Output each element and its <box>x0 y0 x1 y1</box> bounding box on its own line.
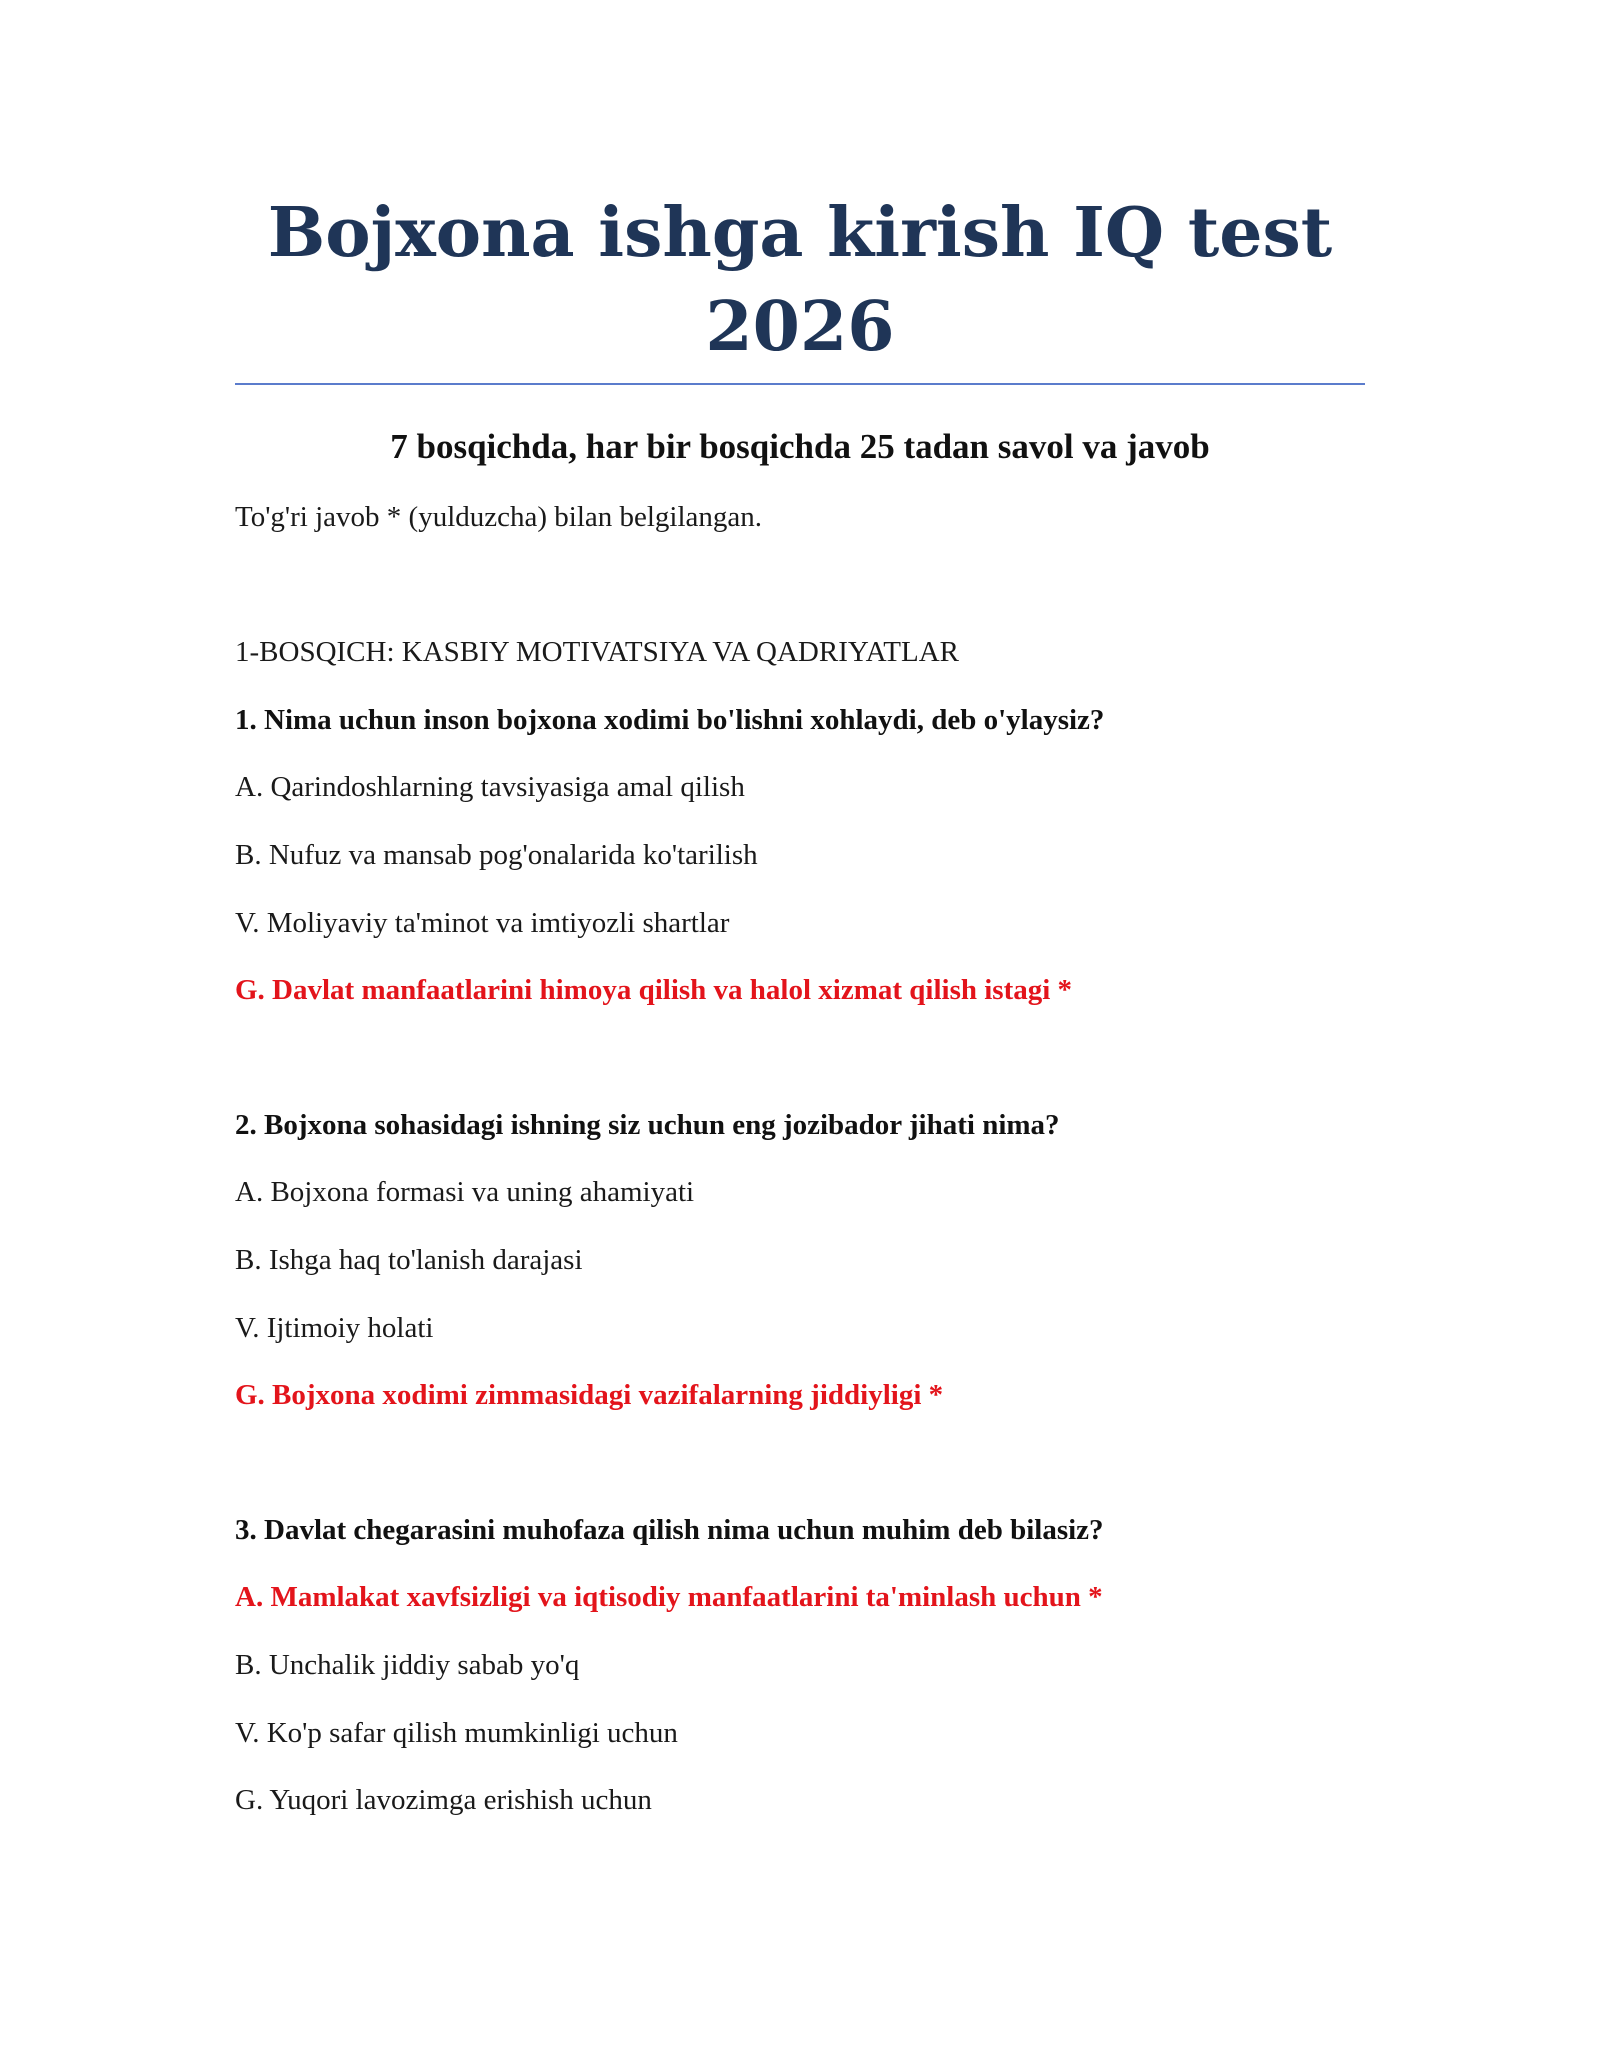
question-1-option-g-correct: G. Davlat manfaatlarini himoya qilish va halol xizmat qilish istagi * <box>235 974 1073 1006</box>
question-1-option-v: V. Moliyaviy ta'minot va imtiyozli shartlar <box>235 907 730 939</box>
question-2-option-b: B. Ishga haq to'lanish darajasi <box>235 1244 583 1276</box>
subtitle: 7 bosqichda, har bir bosqichda 25 tadan savol va javob <box>390 427 1210 466</box>
question-2-option-g-correct: G. Bojxona xodimi zimmasidagi vazifalarning jiddiyligi * <box>235 1379 944 1411</box>
question-3-option-b: B. Unchalik jiddiy sabab yo'q <box>235 1649 580 1681</box>
title-line-2: 2026 <box>705 287 895 367</box>
question-2-option-a: A. Bojxona formasi va uning ahamiyati <box>235 1176 695 1208</box>
question-2: 2. Bojxona sohasidagi ishning siz uchun eng jozibador jihati nima? <box>235 1109 1060 1141</box>
question-3-option-g: G. Yuqori lavozimga erishish uchun <box>235 1784 652 1816</box>
question-3-option-a-correct: A. Mamlakat xavfsizligi va iqtisodiy manfaatlarini ta'minlash uchun * <box>235 1581 1103 1613</box>
section-heading: 1-BOSQICH: KASBIY MOTIVATSIYA VA QADRIYATLAR <box>235 636 960 668</box>
question-2-option-v: V. Ijtimoiy holati <box>235 1312 434 1344</box>
question-3-option-v: V. Ko'p safar qilish mumkinligi uchun <box>235 1717 678 1749</box>
question-1-option-b: B. Nufuz va mansab pog'onalarida ko'tarilish <box>235 839 758 871</box>
question-3: 3. Davlat chegarasini muhofaza qilish nima uchun muhim deb bilasiz? <box>235 1514 1104 1546</box>
title-divider <box>235 383 1365 385</box>
page-title <box>235 186 1365 374</box>
question-1-option-a: A. Qarindoshlarning tavsiyasiga amal qilish <box>235 771 745 803</box>
answer-key-note: To'g'ri javob * (yulduzcha) bilan belgilangan. <box>235 501 763 533</box>
question-1: 1. Nima uchun inson bojxona xodimi bo'lishni xohlaydi, deb o'ylaysiz? <box>235 704 1105 736</box>
title-line-1: Bojxona ishga kirish IQ test <box>267 193 1333 273</box>
